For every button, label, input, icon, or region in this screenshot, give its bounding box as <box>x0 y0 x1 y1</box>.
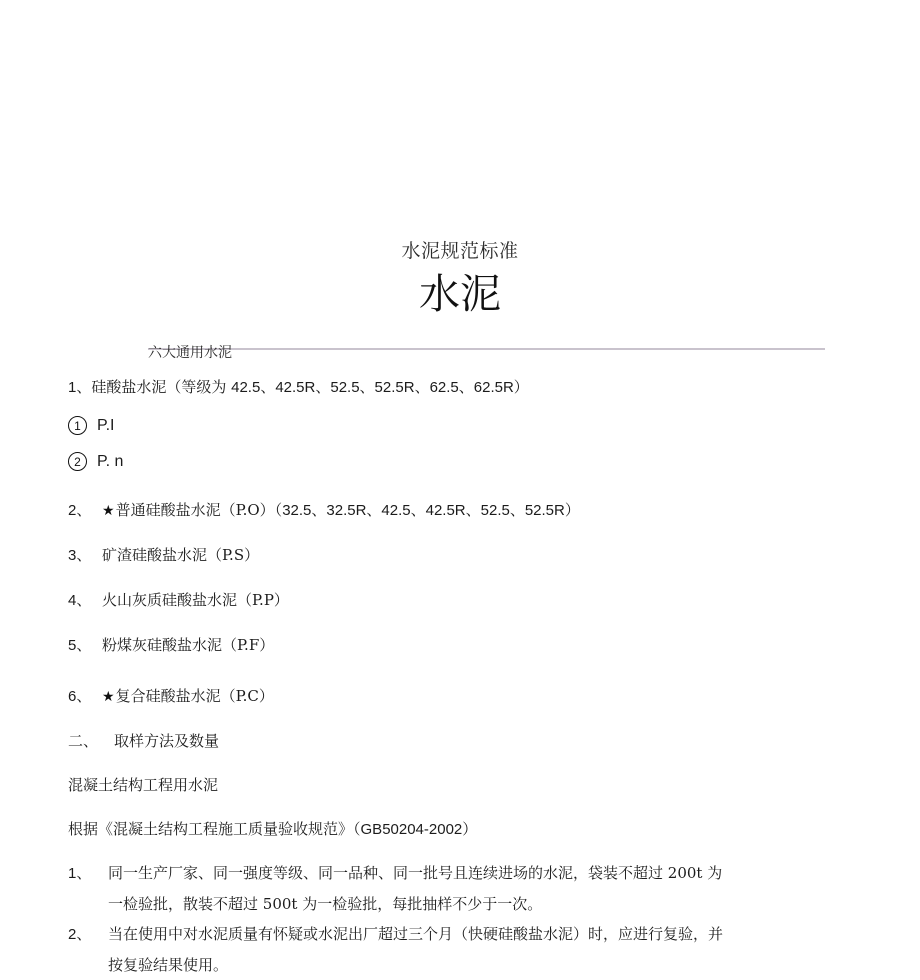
sampling-paragraph-1-line2: 一检验批，散装不超过 500t 为一检验批，每批抽样不少于一次。 <box>108 895 543 913</box>
circled-number-1-icon: 1 <box>68 416 87 435</box>
basis-suffix: ） <box>462 820 478 838</box>
list-item-cement-3 <box>68 544 868 567</box>
section-label-six-common-cements: 六大通用水泥 <box>148 345 232 361</box>
section-two-index: 二、 <box>68 732 99 750</box>
sampling-paragraph-1-number: 1、 <box>68 865 92 882</box>
list-item-2-text: 普通硅酸盐水泥（P.O）（ <box>115 501 283 519</box>
list-item-2-number: 2、 <box>68 502 92 519</box>
list-item-cement-1 <box>68 376 868 399</box>
list-item-1-number: 1、 <box>68 379 92 396</box>
star-icon: ★ <box>102 689 115 705</box>
section-two-title: 取样方法及数量 <box>114 732 220 750</box>
list-item-1-tail: ） <box>513 378 529 396</box>
section-two-basis <box>68 818 868 841</box>
sub-item-p1 <box>68 416 868 435</box>
sampling-paragraph-2-line1: 当在使用中对水泥质量有怀疑或水泥出厂超过三个月（快硬硅酸盐水泥）时，应进行复验，并 <box>108 925 724 943</box>
list-item-6-number: 6、 <box>68 688 92 705</box>
sampling-paragraph-2-line2: 按复验结果使用。 <box>108 956 229 974</box>
star-icon: ★ <box>102 503 115 519</box>
basis-standard-code: GB50204-2002 <box>360 821 463 838</box>
document-title: 水泥 <box>419 270 501 318</box>
basis-prefix: 根据《混凝土结构工程施工质量验收规范》（ <box>68 820 361 838</box>
list-item-cement-6 <box>68 685 868 708</box>
sub-item-p2-label: P. n <box>97 452 124 470</box>
header-divider <box>148 348 825 350</box>
sub-item-p1-label: P.I <box>97 416 115 434</box>
list-item-5-text: 粉煤灰硅酸盐水泥（P.F） <box>102 636 275 654</box>
document-body <box>68 376 868 980</box>
sampling-paragraph-1-line1: 同一生产厂家、同一强度等级、同一品种、同一批号且连续进场的水泥，袋装不超过 200t 为 <box>108 864 723 882</box>
sub-item-p2 <box>68 452 868 471</box>
list-item-2-grades: 32.5、32.5R、42.5、42.5R、52.5、52.5R <box>282 502 565 519</box>
list-item-cement-2 <box>68 499 868 522</box>
circled-number-2-icon: 2 <box>68 452 87 471</box>
sampling-paragraph-1 <box>68 858 868 889</box>
list-item-3-text: 矿渣硅酸盐水泥（P.S） <box>102 546 260 564</box>
list-item-1-text: 硅酸盐水泥（等级为 <box>91 378 232 396</box>
list-item-cement-5 <box>68 634 868 657</box>
list-item-2-tail: ） <box>564 501 580 519</box>
list-item-4-text: 火山灰质硅酸盐水泥（P.P） <box>102 591 289 609</box>
document-subtitle: 水泥规范标准 <box>401 240 519 262</box>
sampling-paragraph-2-number: 2、 <box>68 926 92 943</box>
list-item-cement-4 <box>68 589 868 612</box>
list-item-5-number: 5、 <box>68 637 92 654</box>
list-item-1-grades: 42.5、42.5R、52.5、52.5R、62.5、62.5R <box>231 379 514 396</box>
section-two-heading <box>68 730 868 752</box>
list-item-4-number: 4、 <box>68 592 92 609</box>
section-two-subheading: 混凝土结构工程用水泥 <box>68 776 219 794</box>
list-item-3-number: 3、 <box>68 547 92 564</box>
list-item-6-text: 复合硅酸盐水泥（P.C） <box>115 687 274 705</box>
sampling-paragraph-2 <box>68 919 868 950</box>
